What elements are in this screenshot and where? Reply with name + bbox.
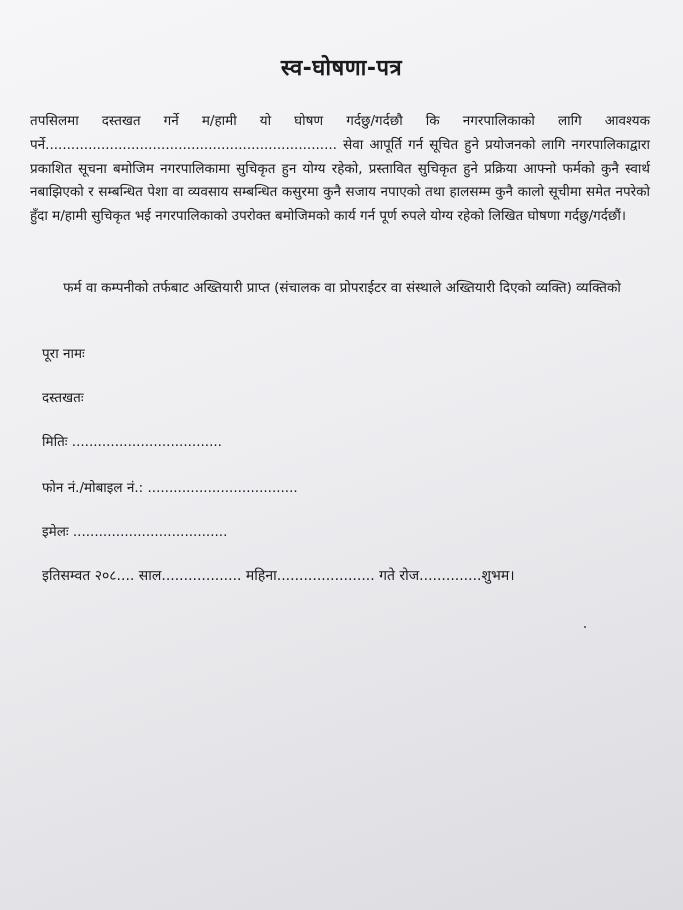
email-field: इमेलः .................................... [42,524,228,540]
closing-date-line: इतिसम्वत २०८.... साल.................. महिना...................... गते रोज..............शुभम। [42,568,515,584]
full-name-field: पूरा नामः [42,346,85,362]
authorization-line: फर्म वा कम्पनीको तर्फबाट अख्तियारी प्राप्त (संचालक वा प्रोपराईटर वा संस्थाले अख्तियारी दिएको व्यक्ति) व्यक्तिको [63,280,621,296]
signature-field: दस्तखतः [42,390,84,406]
date-field: मितिः ................................... [42,434,222,450]
stray-dot-mark [584,626,586,628]
declaration-paragraph: तपसिलमा दस्तखत गर्ने म/हामी यो घोषण गर्दछु/गर्दछौ कि नगरपालिकाको लागि आवश्यक पर्ने.................................................................... सेवा आपूर्ति गर्न सूचित हुने प्रयोजनको लागि नगरपालिकाद्वारा प्रकाशित सूचना बमोजिम नगरपालिकामा सुचिकृत हुन योग्य रहेको, प्रस्तावित सुचिकृत हुने प्रक्रिया आफ्नो फर्मको कुनै स्वार्थ नबाझिएको र सम्बन्धित पेशा वा व्यवसाय सम्बन्धित कसुरमा कुनै सजाय नपाएको तथा हालसम्म कुनै कालो सूचीमा समेत नपरेको हुँदा म/हामी सुचिकृत भई नगरपालिकाको उपरोक्त बमोजिमको कार्य गर्न पूर्ण रुपले योग्य रहेको लिखित घोषणा गर्दछु/गर्दछौं। [30,113,650,225]
phone-mobile-field: फोन नं./मोबाइल नं.: ................................... [42,480,298,496]
document-title: स्व-घोषणा-पत्र [280,56,403,81]
